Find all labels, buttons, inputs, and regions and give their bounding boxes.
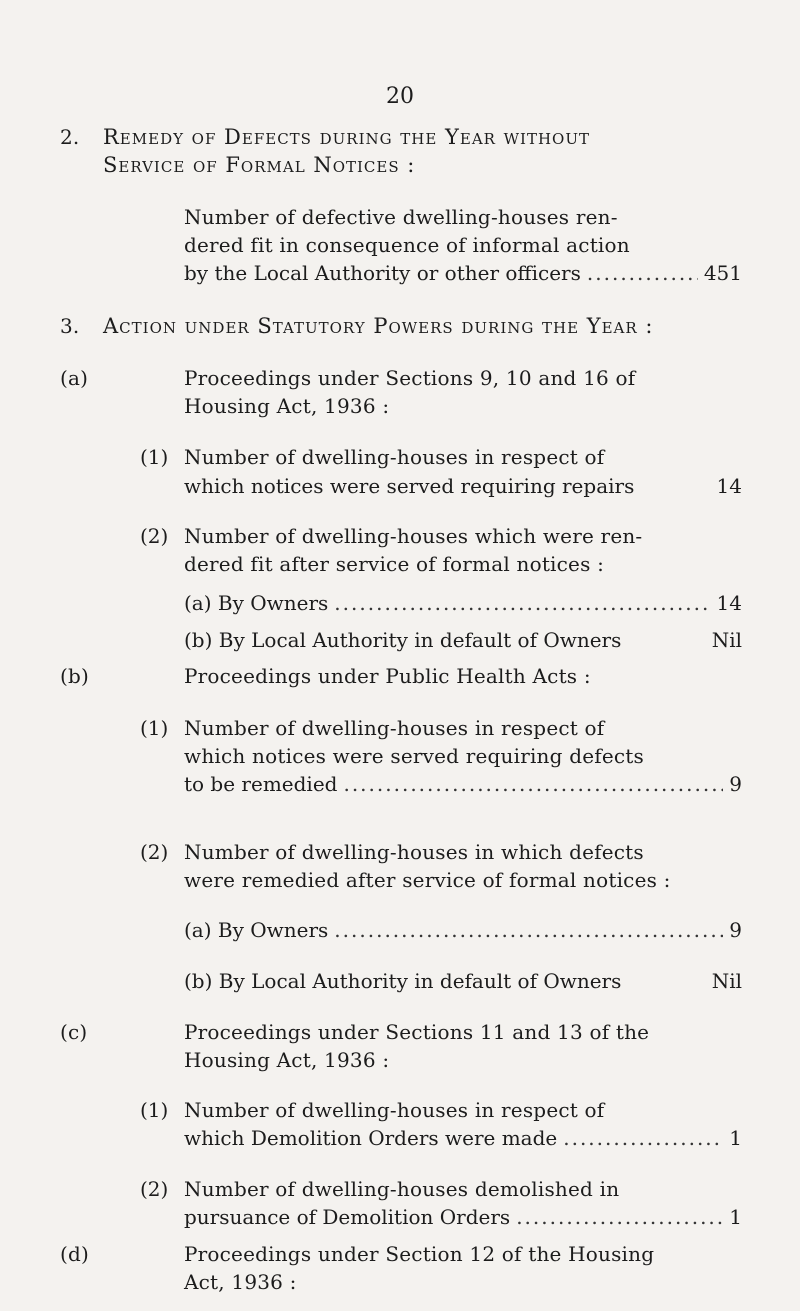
section-3c-item2-line2: pursuance of Demolition Orders (184, 1205, 511, 1229)
section-3a-item1-line2: which notices were served requiring repairs (184, 474, 635, 498)
section-3b-item1-line3: to be remedied (184, 772, 338, 796)
section-2-heading-line1: Remedy of Defects during the Year without (103, 125, 590, 149)
page-number: 20 (386, 84, 414, 109)
section-2-number: 2. (60, 125, 80, 149)
section-3a-label: (a) (60, 366, 89, 390)
section-3a-item2-line1: Number of dwelling-houses which were ren- (184, 524, 643, 548)
section-3c-item1-number: (1) (140, 1098, 169, 1122)
section-3b-item2-sub-a-value: 9 (729, 918, 742, 942)
section-3a-item2-line2: dered fit after service of formal notices : (184, 552, 605, 576)
section-3b-item1-line1: Number of dwelling-houses in respect of (184, 716, 605, 740)
section-3a-item2-sub-a-value: 14 (716, 591, 742, 615)
section-3b-item2-line2: were remedied after service of formal notices : (184, 868, 671, 892)
section-3a-item1-number: (1) (140, 445, 169, 469)
section-3a-item1-row (184, 473, 742, 499)
section-3b-item2-sub-b-value: Nil (711, 969, 742, 993)
dot-leader (334, 917, 723, 943)
section-3c-label: (c) (60, 1020, 88, 1044)
section-2-heading-line2: Service of Formal Notices : (103, 153, 416, 177)
dot-leader (343, 771, 723, 797)
section-3-heading: Action under Statutory Powers during the Year : (103, 314, 654, 338)
section-3d-label: (d) (60, 1242, 90, 1266)
section-3b-item1-line2: which notices were served requiring defects (184, 744, 644, 768)
section-3a-item2-sub-b-value: Nil (711, 628, 742, 652)
section-3b-label: (b) (60, 664, 90, 688)
section-3a-item2-sub-b-label: (b) By Local Authority in default of Owners (184, 628, 622, 652)
section-3a-item2-number: (2) (140, 524, 169, 548)
dot-leader (516, 1204, 723, 1230)
section-3b-item2-sub-b-label: (b) By Local Authority in default of Owners (184, 969, 622, 993)
section-3b-item1-row (184, 771, 742, 797)
section-3b-item2-line1: Number of dwelling-houses in which defects (184, 840, 644, 864)
section-3c-item1-line2: which Demolition Orders were made (184, 1126, 558, 1150)
section-3c-item1-line1: Number of dwelling-houses in respect of (184, 1098, 605, 1122)
section-3b-item2-sub-b-row (184, 968, 742, 994)
section-3a-item1-line1: Number of dwelling-houses in respect of (184, 445, 605, 469)
section-3d-line1: Proceedings under Section 12 of the Housing (184, 1242, 655, 1266)
section-3c-item2-row (184, 1204, 742, 1230)
section-3c-line1: Proceedings under Sections 11 and 13 of the (184, 1020, 650, 1044)
section-3c-item1-row (184, 1125, 742, 1151)
section-2-text-line2: dered fit in consequence of informal action (184, 233, 630, 257)
section-3b-item2-number: (2) (140, 840, 169, 864)
section-3c-line2: Housing Act, 1936 : (184, 1048, 390, 1072)
section-3b-item1-value: 9 (729, 772, 742, 796)
section-3c-item2-value: 1 (729, 1205, 742, 1229)
section-3c-item2-line1: Number of dwelling-houses demolished in (184, 1177, 620, 1201)
section-2-text-line3: by the Local Authority or other officers (184, 261, 581, 285)
dot-leader (587, 260, 698, 286)
section-2-text-line1: Number of defective dwelling-houses ren- (184, 205, 618, 229)
section-3a-item2-sub-a-label: (a) By Owners (184, 591, 329, 615)
section-3a-item2-sub-b-row (184, 627, 742, 653)
section-2-text-line3-row (184, 260, 742, 286)
section-3a-item2-sub-a-row (184, 590, 742, 616)
section-3b-line1: Proceedings under Public Health Acts : (184, 664, 591, 688)
section-3a-line2: Housing Act, 1936 : (184, 394, 390, 418)
section-3b-item2-sub-a-row (184, 917, 742, 943)
section-3a-line1: Proceedings under Sections 9, 10 and 16 of (184, 366, 636, 390)
section-3d-line2: Act, 1936 : (184, 1270, 297, 1294)
dot-leader (563, 1125, 723, 1151)
section-3a-item1-value: 14 (716, 474, 742, 498)
section-2-value: 451 (703, 261, 742, 285)
section-3c-item2-number: (2) (140, 1177, 169, 1201)
section-3b-item1-number: (1) (140, 716, 169, 740)
dot-leader (334, 590, 710, 616)
section-3-number: 3. (60, 314, 80, 338)
section-3c-item1-value: 1 (729, 1126, 742, 1150)
section-3b-item2-sub-a-label: (a) By Owners (184, 918, 329, 942)
